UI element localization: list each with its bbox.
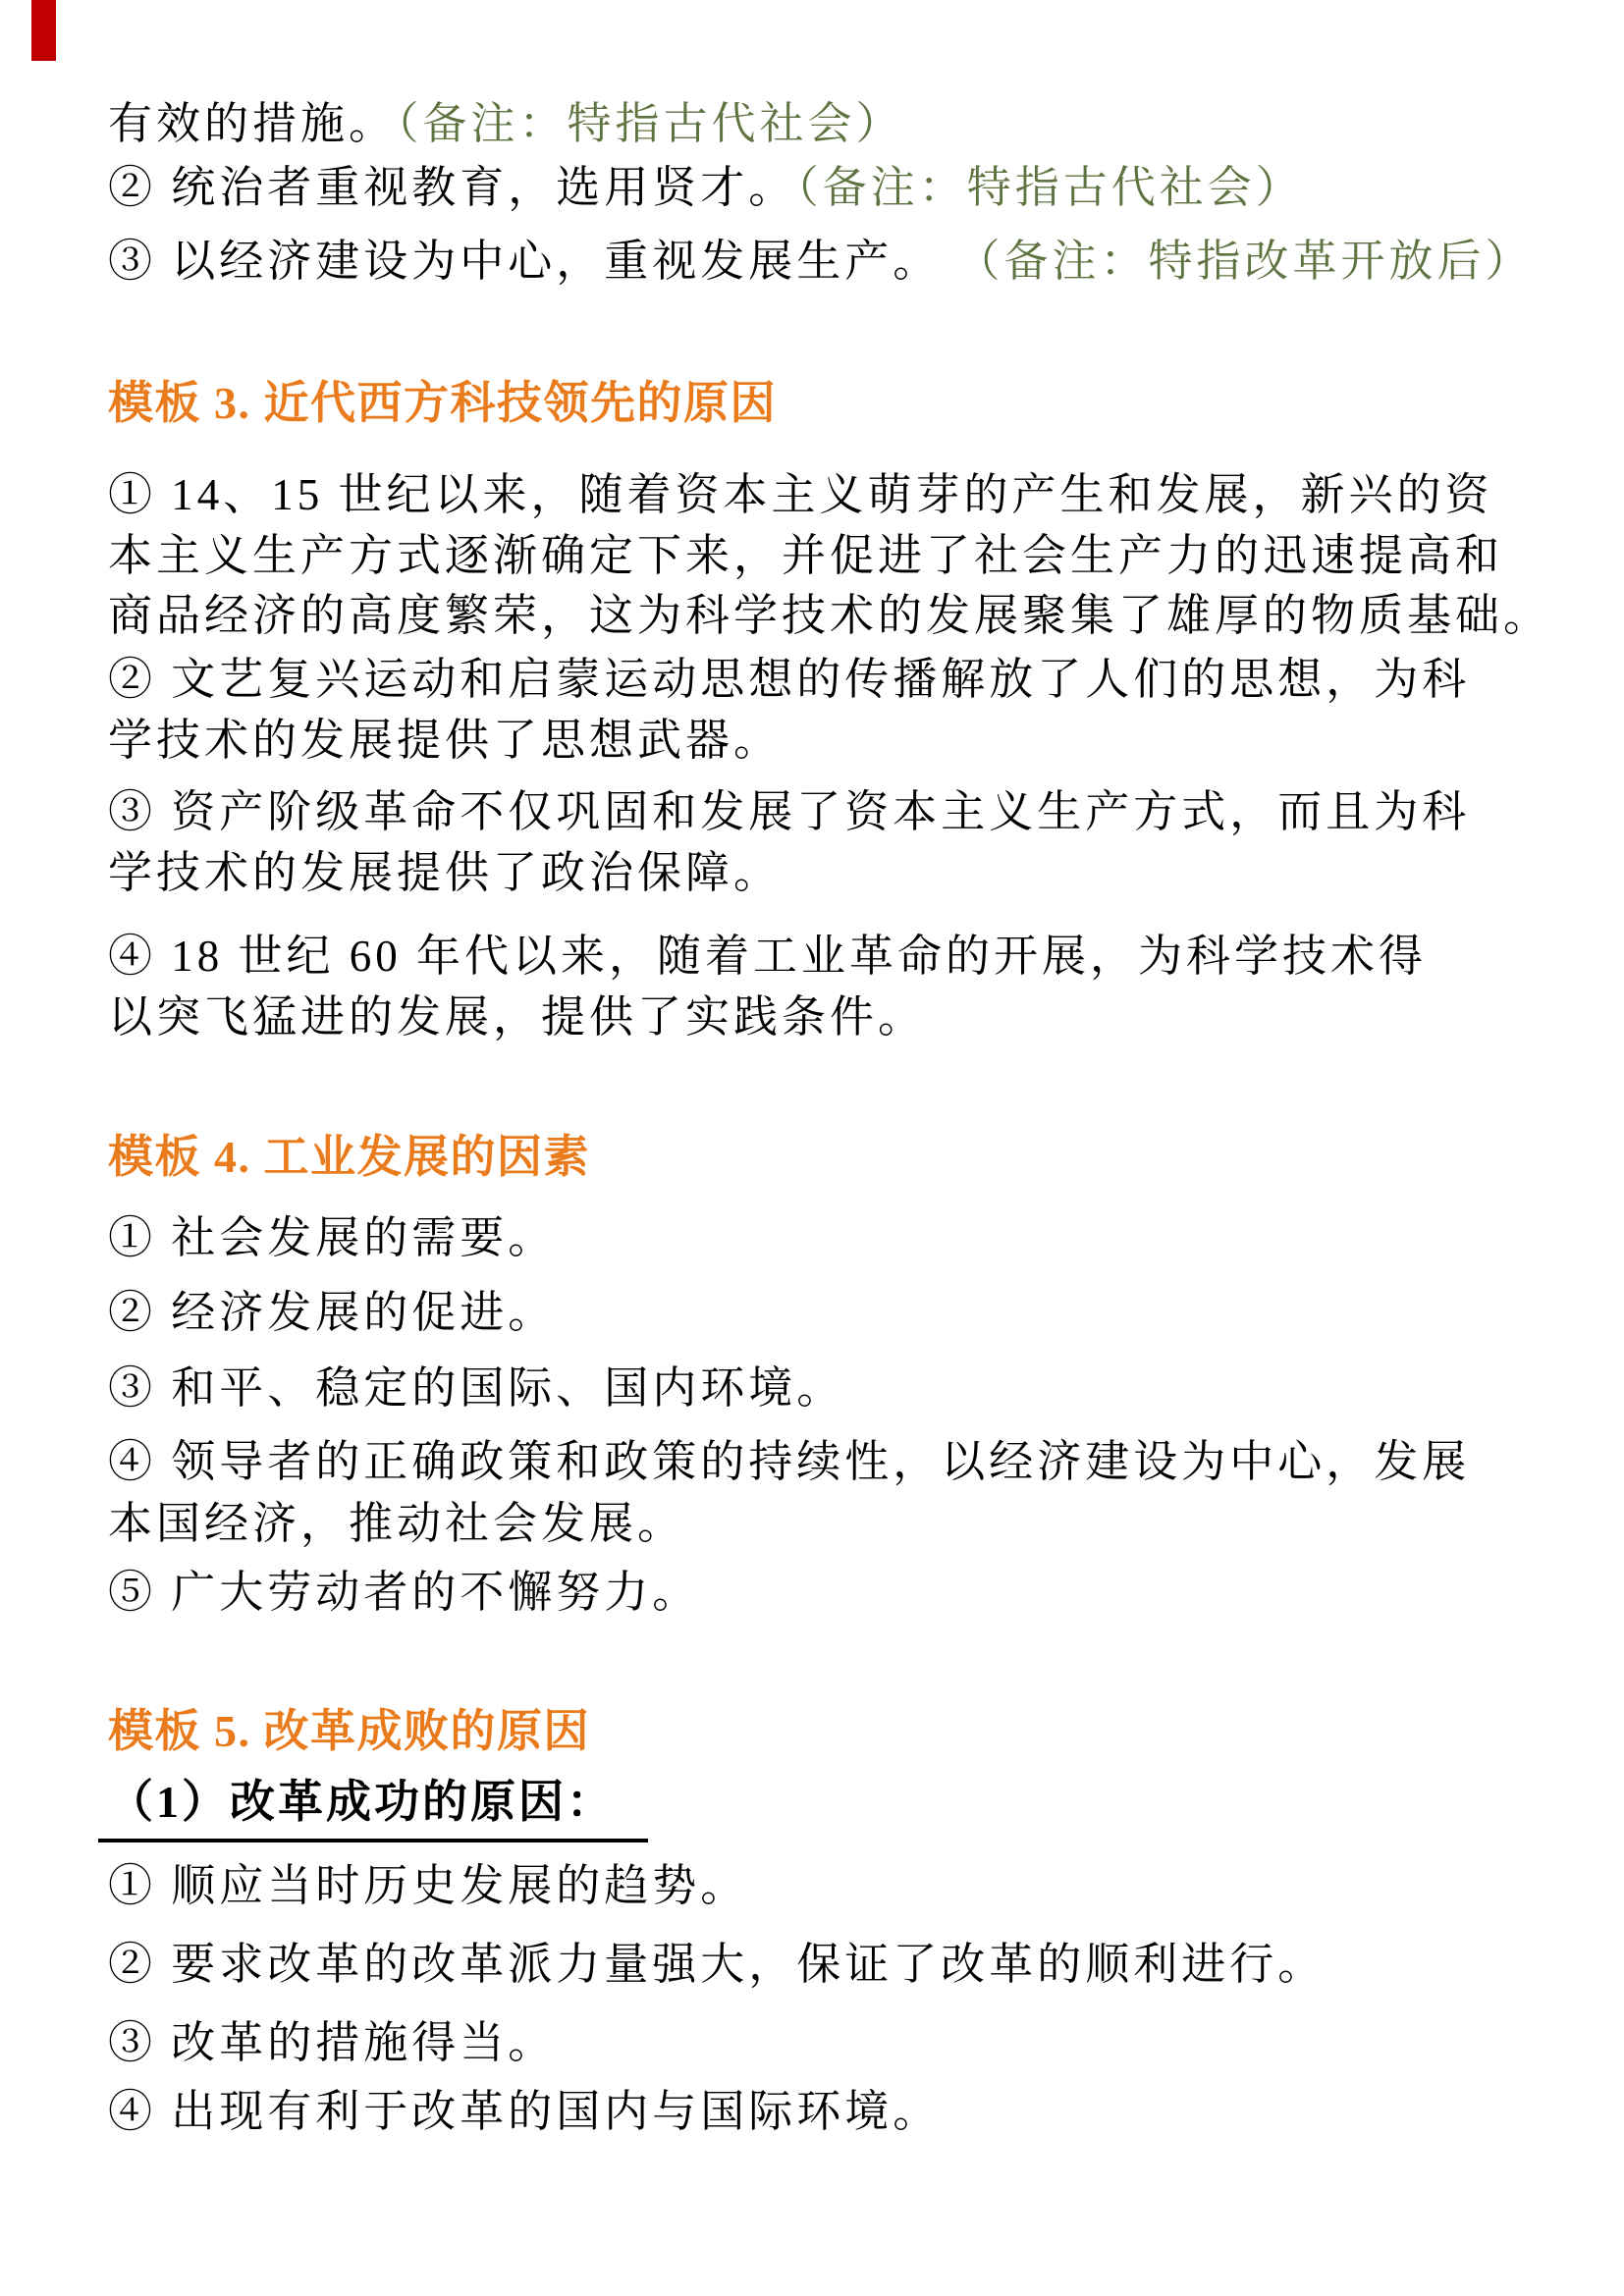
- list-item-line: ④ 领导者的正确政策和政策的持续性，以经济建设为中心，发展: [108, 1437, 1471, 1486]
- list-item-line: 本国经济，推动社会发展。: [108, 1499, 686, 1548]
- text-line: 商品经济的高度繁荣，这为科学技术的发展聚集了雄厚的物质基础。: [108, 591, 1552, 640]
- text-line: 以突飞猛进的发展，提供了实践条件。: [108, 992, 927, 1041]
- note-text: （备注：特指改革开放后）: [955, 237, 1534, 286]
- list-item-line: ② 经济发展的促进。: [108, 1288, 557, 1337]
- body-text: ② 统治者重视教育，选用贤才。: [108, 163, 797, 212]
- text-line: 学技术的发展提供了政治保障。: [108, 848, 783, 897]
- note-text: （备注：特指古代社会）: [397, 99, 904, 148]
- list-item-line: ③ 和平、稳定的国际、国内环境。: [108, 1363, 845, 1413]
- list-item-line: ③ 改革的措施得当。: [108, 2018, 557, 2067]
- subsection-heading: （1）改革成功的原因：: [98, 1777, 648, 1842]
- note-text: （备注：特指古代社会）: [796, 163, 1304, 212]
- text-line: [108, 98, 904, 150]
- section-heading-template4: 模板 4. 工业发展的因素: [108, 1132, 590, 1182]
- text-line: ② 文艺复兴运动和启蒙运动思想的传播解放了人们的思想，为科: [108, 655, 1471, 704]
- text-line: ① 14、15 世纪以来，随着资本主义萌芽的产生和发展，新兴的资: [108, 470, 1493, 519]
- text-line: [108, 236, 1534, 288]
- red-marker: [31, 0, 56, 61]
- section-heading-template5: 模板 5. 改革成败的原因: [108, 1706, 590, 1756]
- text-line: 学技术的发展提供了思想武器。: [108, 716, 783, 765]
- list-item-line: ① 社会发展的需要。: [108, 1213, 557, 1262]
- text-line: 本主义生产方式逐渐确定下来，并促进了社会生产力的迅速提高和: [108, 531, 1504, 580]
- text-line: ③ 资产阶级革命不仅巩固和发展了资本主义生产方式，而且为科: [108, 787, 1471, 836]
- text-line: ④ 18 世纪 60 年代以来，随着工业革命的开展，为科学技术得: [108, 932, 1428, 981]
- text-line: [108, 162, 1304, 214]
- body-text: ③ 以经济建设为中心，重视发展生产。: [108, 237, 942, 286]
- list-item-line: ① 顺应当时历史发展的趋势。: [108, 1861, 749, 1910]
- body-text: 有效的措施。: [108, 99, 398, 148]
- list-item-line: ② 要求改革的改革派力量强大，保证了改革的顺利进行。: [108, 1940, 1326, 1989]
- section-heading-template3: 模板 3. 近代西方科技领先的原因: [108, 378, 777, 428]
- list-item-line: ④ 出现有利于改革的国内与国际环境。: [108, 2087, 942, 2136]
- list-item-line: ⑤ 广大劳动者的不懈努力。: [108, 1568, 701, 1617]
